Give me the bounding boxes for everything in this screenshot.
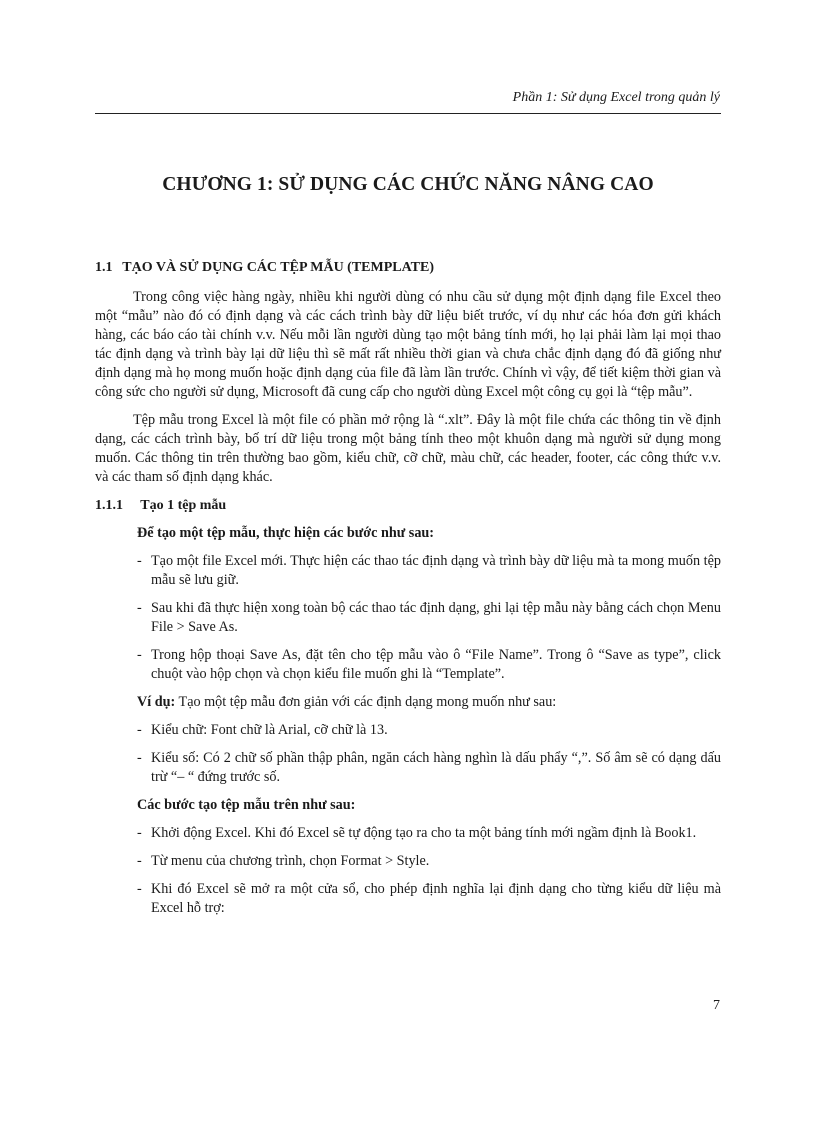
procedure-heading: Các bước tạo tệp mẫu trên như sau: — [137, 797, 356, 813]
paragraph: Tệp mẫu trong Excel là một file có phần mở rộng là “.xlt”. Đây là một file chứa các thông tin về định dạng, các cách trình bày, bố trí dữ liệu trong một bảng tính theo một khuôn dạng mà người sử dụng mong muốn. Các thông tin trên thường bao gồm, kiểu chữ, cỡ chữ, màu chữ, các header, footer, các công thức v.v. và các tham số định dạng khác. — [95, 412, 721, 485]
list-item-text: Sau khi đã thực hiện xong toàn bộ các thao tác định dạng, ghi lại tệp mẫu này bằng cách chọn Menu File > Save As. — [151, 600, 721, 635]
bullet-dash: - — [137, 553, 142, 569]
list-item — [95, 552, 721, 590]
list-item — [95, 599, 721, 637]
paragraph: Trong công việc hàng ngày, nhiều khi người dùng có nhu cầu sử dụng một định dạng file Excel theo một “mẫu” nào đó có định dạng và các cách trình bày dữ liệu biết trước, ví dụ như các hóa đơn gửi khách hàng, các báo cáo tài chính v.v. Nếu mỗi lần người dùng tạo một bảng tính mới, họ lại phải làm lại mọi thao tác định dạng và trình bày lại dữ liệu thì sẽ mất rất nhiều thời gian và chưa chắc định dạng đó đã giống như định dạng mà họ mong muốn hoặc định dạng của file đã làm lần trước. Chính vì vậy, để tiết kiệm thời gian và công sức cho người sử dụng, Microsoft đã cung cấp cho người dùng Excel một công cụ gọi là “tệp mẫu”. — [95, 289, 721, 400]
list-item — [95, 852, 721, 871]
list-item-text: Trong hộp thoại Save As, đặt tên cho tệp mẫu vào ô “File Name”. Trong ô “Save as type”, click chuột vào hộp chọn và chọn kiểu file muốn ghi là “Template”. — [151, 647, 721, 682]
example-text: Tạo một tệp mẫu đơn giản với các định dạng mong muốn như sau: — [175, 694, 557, 710]
running-header: Phần 1: Sử dụng Excel trong quản lý — [512, 90, 720, 105]
example-line — [137, 693, 721, 712]
example-label: Ví dụ: — [137, 694, 176, 710]
bullet-dash: - — [137, 722, 142, 738]
steps-heading: Để tạo một tệp mẫu, thực hiện các bước như sau: — [137, 525, 435, 541]
bullet-dash: - — [137, 853, 142, 869]
list-item-text: Khởi động Excel. Khi đó Excel sẽ tự động tạo ra cho ta một bảng tính mới ngầm định là Book1. — [151, 825, 697, 841]
subsection-heading — [95, 496, 721, 515]
list-item-text: Kiểu số: Có 2 chữ số phần thập phân, ngăn cách hàng nghìn là dấu phẩy “,”. Số âm sẽ có dạng dấu trừ “– “ đứng trước số. — [151, 750, 721, 785]
list-item — [95, 824, 721, 843]
chapter-title: CHƯƠNG 1: SỬ DỤNG CÁC CHỨC NĂNG NÂNG CAO — [162, 174, 654, 195]
list-item — [95, 646, 721, 684]
list-item-text: Kiểu chữ: Font chữ là Arial, cỡ chữ là 13. — [151, 722, 388, 738]
header-divider — [95, 113, 721, 114]
page-number: 7 — [713, 998, 720, 1013]
page-body — [95, 258, 721, 927]
list-item — [95, 880, 721, 918]
list-item-text: Từ menu của chương trình, chọn Format > Style. — [151, 853, 430, 869]
list-item — [95, 721, 721, 740]
bullet-dash: - — [137, 600, 142, 616]
list-item-text: Khi đó Excel sẽ mở ra một cửa sổ, cho phép định nghĩa lại định dạng cho từng kiểu dữ liệu mà Excel hỗ trợ: — [151, 881, 721, 916]
bullet-dash: - — [137, 825, 142, 841]
bullet-dash: - — [137, 750, 142, 766]
subsection-title: Tạo 1 tệp mẫu — [140, 498, 227, 513]
section-title: TẠO VÀ SỬ DỤNG CÁC TỆP MẪU (TEMPLATE) — [122, 260, 435, 275]
subsection-number: 1.1.1 — [95, 498, 123, 513]
section-heading — [95, 258, 721, 277]
bullet-dash: - — [137, 881, 142, 897]
list-item-text: Tạo một file Excel mới. Thực hiện các thao tác định dạng và trình bày dữ liệu mà ta mong muốn tệp mẫu sẽ lưu giữ. — [151, 553, 721, 588]
bullet-dash: - — [137, 647, 142, 663]
section-number: 1.1 — [95, 260, 113, 275]
list-item — [95, 749, 721, 787]
